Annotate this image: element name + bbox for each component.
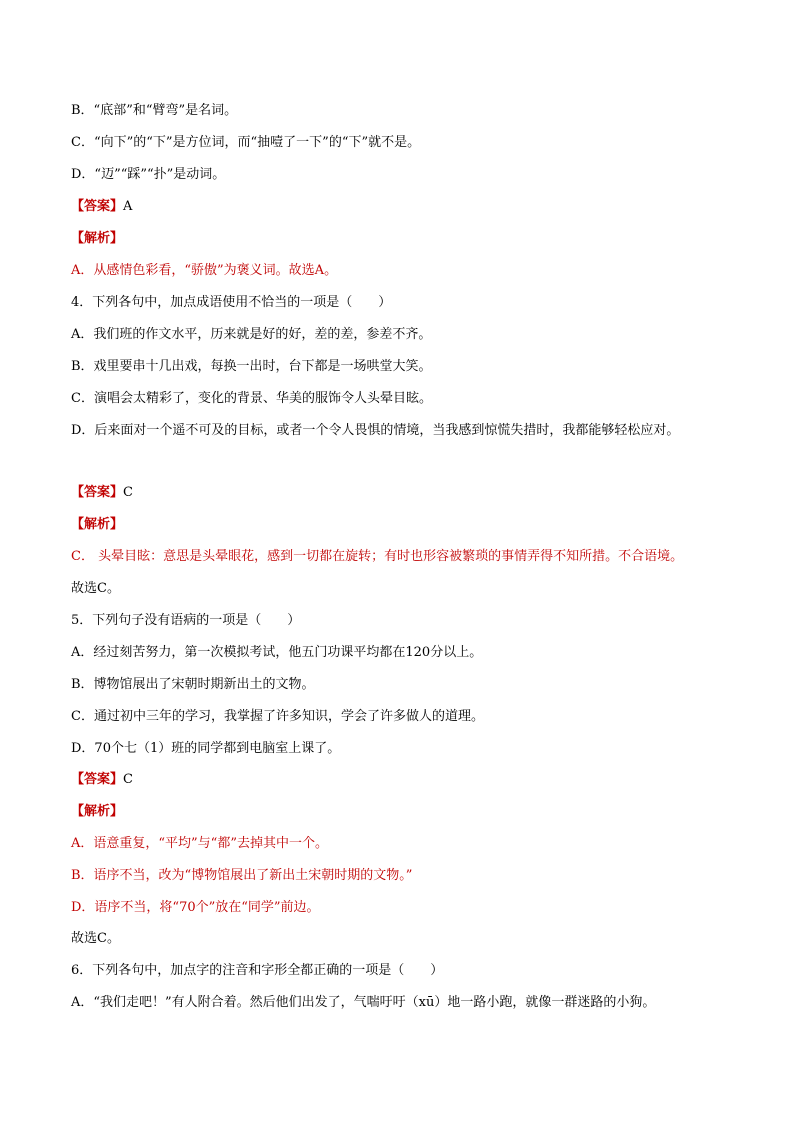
- option-d: D．70个七（1）班的同学都到电脑室上课了。: [71, 741, 341, 756]
- question-5: 5．下列句子没有语病的一项是（ ）: [71, 613, 301, 628]
- analysis-text: A．语意重复，“平均”与“都”去掉其中一个。: [71, 836, 328, 851]
- analysis-text: A．从感情色彩看，“骄傲”为褒义词。故选A。: [71, 263, 338, 278]
- option-d: D．后来面对一个遥不可及的目标，或者一个令人畏惧的情境，当我感到惊慌失措时，我都能够轻松应对。: [71, 423, 680, 438]
- analysis-text: D．语序不当，将“70个”放在“同学”前边。: [71, 900, 320, 915]
- answer-label: 【答案】C: [71, 485, 133, 500]
- analysis-label: 【解析】: [71, 517, 124, 532]
- option-a: A．“我们走吧！”有人附合着。然后他们出发了，气喘吁吁（xū）地一路小跑，就像一群迷路的小狗。: [71, 995, 656, 1010]
- analysis-text: B．语序不当，改为“博物馆展出了新出土宋朝时期的文物。”: [71, 868, 413, 883]
- answer-label: 【答案】C: [71, 772, 133, 787]
- option-b: B．戏里要串十几出戏，每换一出时，台下都是一场哄堂大笑。: [71, 359, 432, 374]
- question-6: 6．下列各句中，加点字的注音和字形全都正确的一项是（ ）: [71, 963, 444, 978]
- option-c: C．“向下”的“下”是方位词，而“抽噎了一下”的“下”就不是。: [71, 135, 421, 150]
- option-a: A．我们班的作文水平，历来就是好的好，差的差，参差不齐。: [71, 327, 432, 342]
- conclusion-text: 故选C。: [71, 581, 120, 596]
- option-b: B．“底部”和“臂弯”是名词。: [71, 103, 238, 118]
- option-a: A．经过刻苦努力，第一次模拟考试，他五门功课平均都在120分以上。: [71, 645, 483, 660]
- analysis-label: 【解析】: [71, 804, 124, 819]
- conclusion-text: 故选C。: [71, 931, 120, 946]
- analysis-label: 【解析】: [71, 231, 124, 246]
- option-b: B．博物馆展出了宋朝时期新出土的文物。: [71, 677, 315, 692]
- option-c: C．演唱会太精彩了，变化的背景、华美的服饰令人头晕目眩。: [71, 391, 432, 406]
- answer-label: 【答案】A: [71, 199, 133, 214]
- option-c: C．通过初中三年的学习，我掌握了许多知识，学会了许多做人的道理。: [71, 709, 484, 724]
- analysis-text: C． 头晕目眩：意思是头晕眼花，感到一切都在旋转；有时也形容被繁琐的事情弄得不知所措。不合语境。: [71, 549, 684, 564]
- option-d: D．“迈”“踩”“扑”是动词。: [71, 167, 226, 182]
- question-4: 4．下列各句中，加点成语使用不恰当的一项是（ ）: [71, 295, 392, 310]
